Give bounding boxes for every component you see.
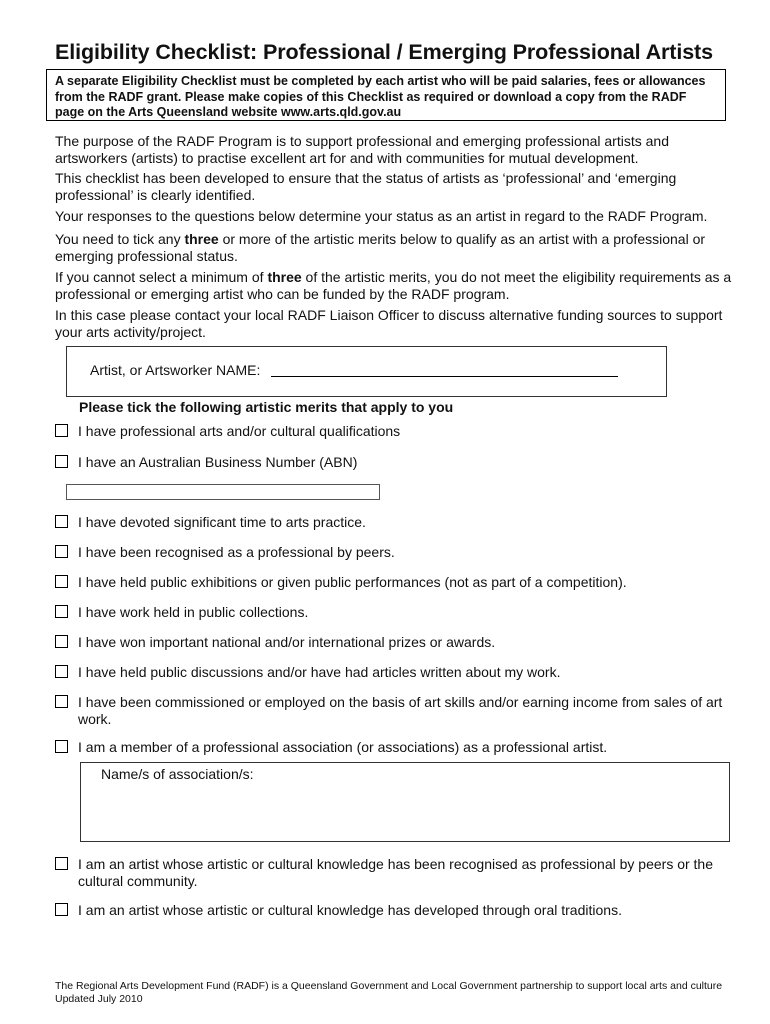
merit-item [55,423,745,440]
intro-paragraph-5 [55,269,735,303]
merit-item [55,574,745,591]
p5-before: If you cannot select a minimum of [55,269,268,285]
footer-line-1: The Regional Arts Development Fund (RADF) is a Queensland Government and Local Government partnership to support local arts and culture [55,980,723,992]
merit-checkbox[interactable] [55,424,68,437]
merit-checkbox[interactable] [55,857,68,870]
name-field-input[interactable] [271,376,618,377]
merit-item [55,694,725,728]
merit-checkbox[interactable] [55,455,68,468]
merit-checkbox[interactable] [55,575,68,588]
association-field-label: Name/s of association/s: [101,766,254,782]
merit-label: I am an artist whose artistic or cultural knowledge has been recognised as professional by peers or the cultural community. [78,856,714,889]
footer-line-2: Updated July 2010 [55,992,143,1005]
merit-item [55,544,745,561]
p5-after: of the artistic merits, you do not meet the eligibility requirements as a professional or emerging artist who can be funded by the RADF program. [55,269,732,302]
page-title: Eligibility Checklist: Professional / Emerging Professional Artists [55,40,713,64]
merit-item [55,604,745,621]
merit-item [55,454,745,471]
merit-label: I have an Australian Business Number (ABN) [78,454,358,470]
merit-label: I have been recognised as a professional by peers. [78,544,395,560]
merit-checkbox[interactable] [55,545,68,558]
p4-before: You need to tick any [55,231,185,247]
name-field-label: Artist, or Artsworker NAME: [90,362,261,378]
merit-checkbox[interactable] [55,515,68,528]
merit-label: I have held public exhibitions or given public performances (not as part of a competition). [78,574,627,590]
merit-checkbox[interactable] [55,695,68,708]
merit-label: I have work held in public collections. [78,604,309,620]
name-field-box [66,346,667,397]
footer [55,980,722,1005]
merit-checkbox[interactable] [55,635,68,648]
merit-item [55,664,745,681]
merit-item [55,902,745,919]
merit-item [55,856,735,890]
abn-input[interactable] [66,484,380,500]
association-field-box[interactable] [80,762,730,842]
intro-paragraph-3: Your responses to the questions below determine your status as an artist in regard to the RADF Program. [55,208,708,224]
merit-label: I have been commissioned or employed on the basis of art skills and/or earning income from sales of art work. [78,694,723,727]
merit-label: I have devoted significant time to arts practice. [78,514,366,530]
merit-item [55,634,745,651]
merit-checkbox[interactable] [55,740,68,753]
merit-checkbox[interactable] [55,605,68,618]
intro-paragraph-6: In this case please contact your local RADF Liaison Officer to discuss alternative funding sources to support your arts activity/project. [55,307,723,340]
tick-heading: Please tick the following artistic merits that apply to you [79,399,454,415]
merit-label: I have won important national and/or international prizes or awards. [78,634,496,650]
intro-paragraph-4 [55,231,735,265]
intro-paragraph-1: The purpose of the RADF Program is to support professional and emerging professional artists and artsworkers (artists) to practise excellent art for and with communities for mutual development. [55,133,669,166]
merit-item [55,514,745,531]
merit-label: I have held public discussions and/or have had articles written about my work. [78,664,561,680]
merit-label: I am an artist whose artistic or cultural knowledge has developed through oral traditions. [78,902,622,918]
intro-paragraph-2: This checklist has been developed to ensure that the status of artists as ‘professional’ and ‘emerging professional’ is clearly identified. [55,170,677,203]
merit-checkbox[interactable] [55,903,68,916]
p5-bold: three [267,269,302,285]
notice-box: A separate Eligibility Checklist must be completed by each artist who will be paid salaries, fees or allowances from the RADF grant. Please make copies of this Checklist as required or download a copy from the RADF page on the Arts Queensland website www.arts.qld.gov.au [46,69,726,121]
merit-item [55,739,745,756]
p4-after: or more of the artistic merits below to qualify as an artist with a professional or emerging professional status. [55,231,706,264]
p4-bold: three [184,231,219,247]
merit-label: I am a member of a professional association (or associations) as a professional artist. [78,739,608,755]
merit-label: I have professional arts and/or cultural qualifications [78,423,401,439]
merit-checkbox[interactable] [55,665,68,678]
